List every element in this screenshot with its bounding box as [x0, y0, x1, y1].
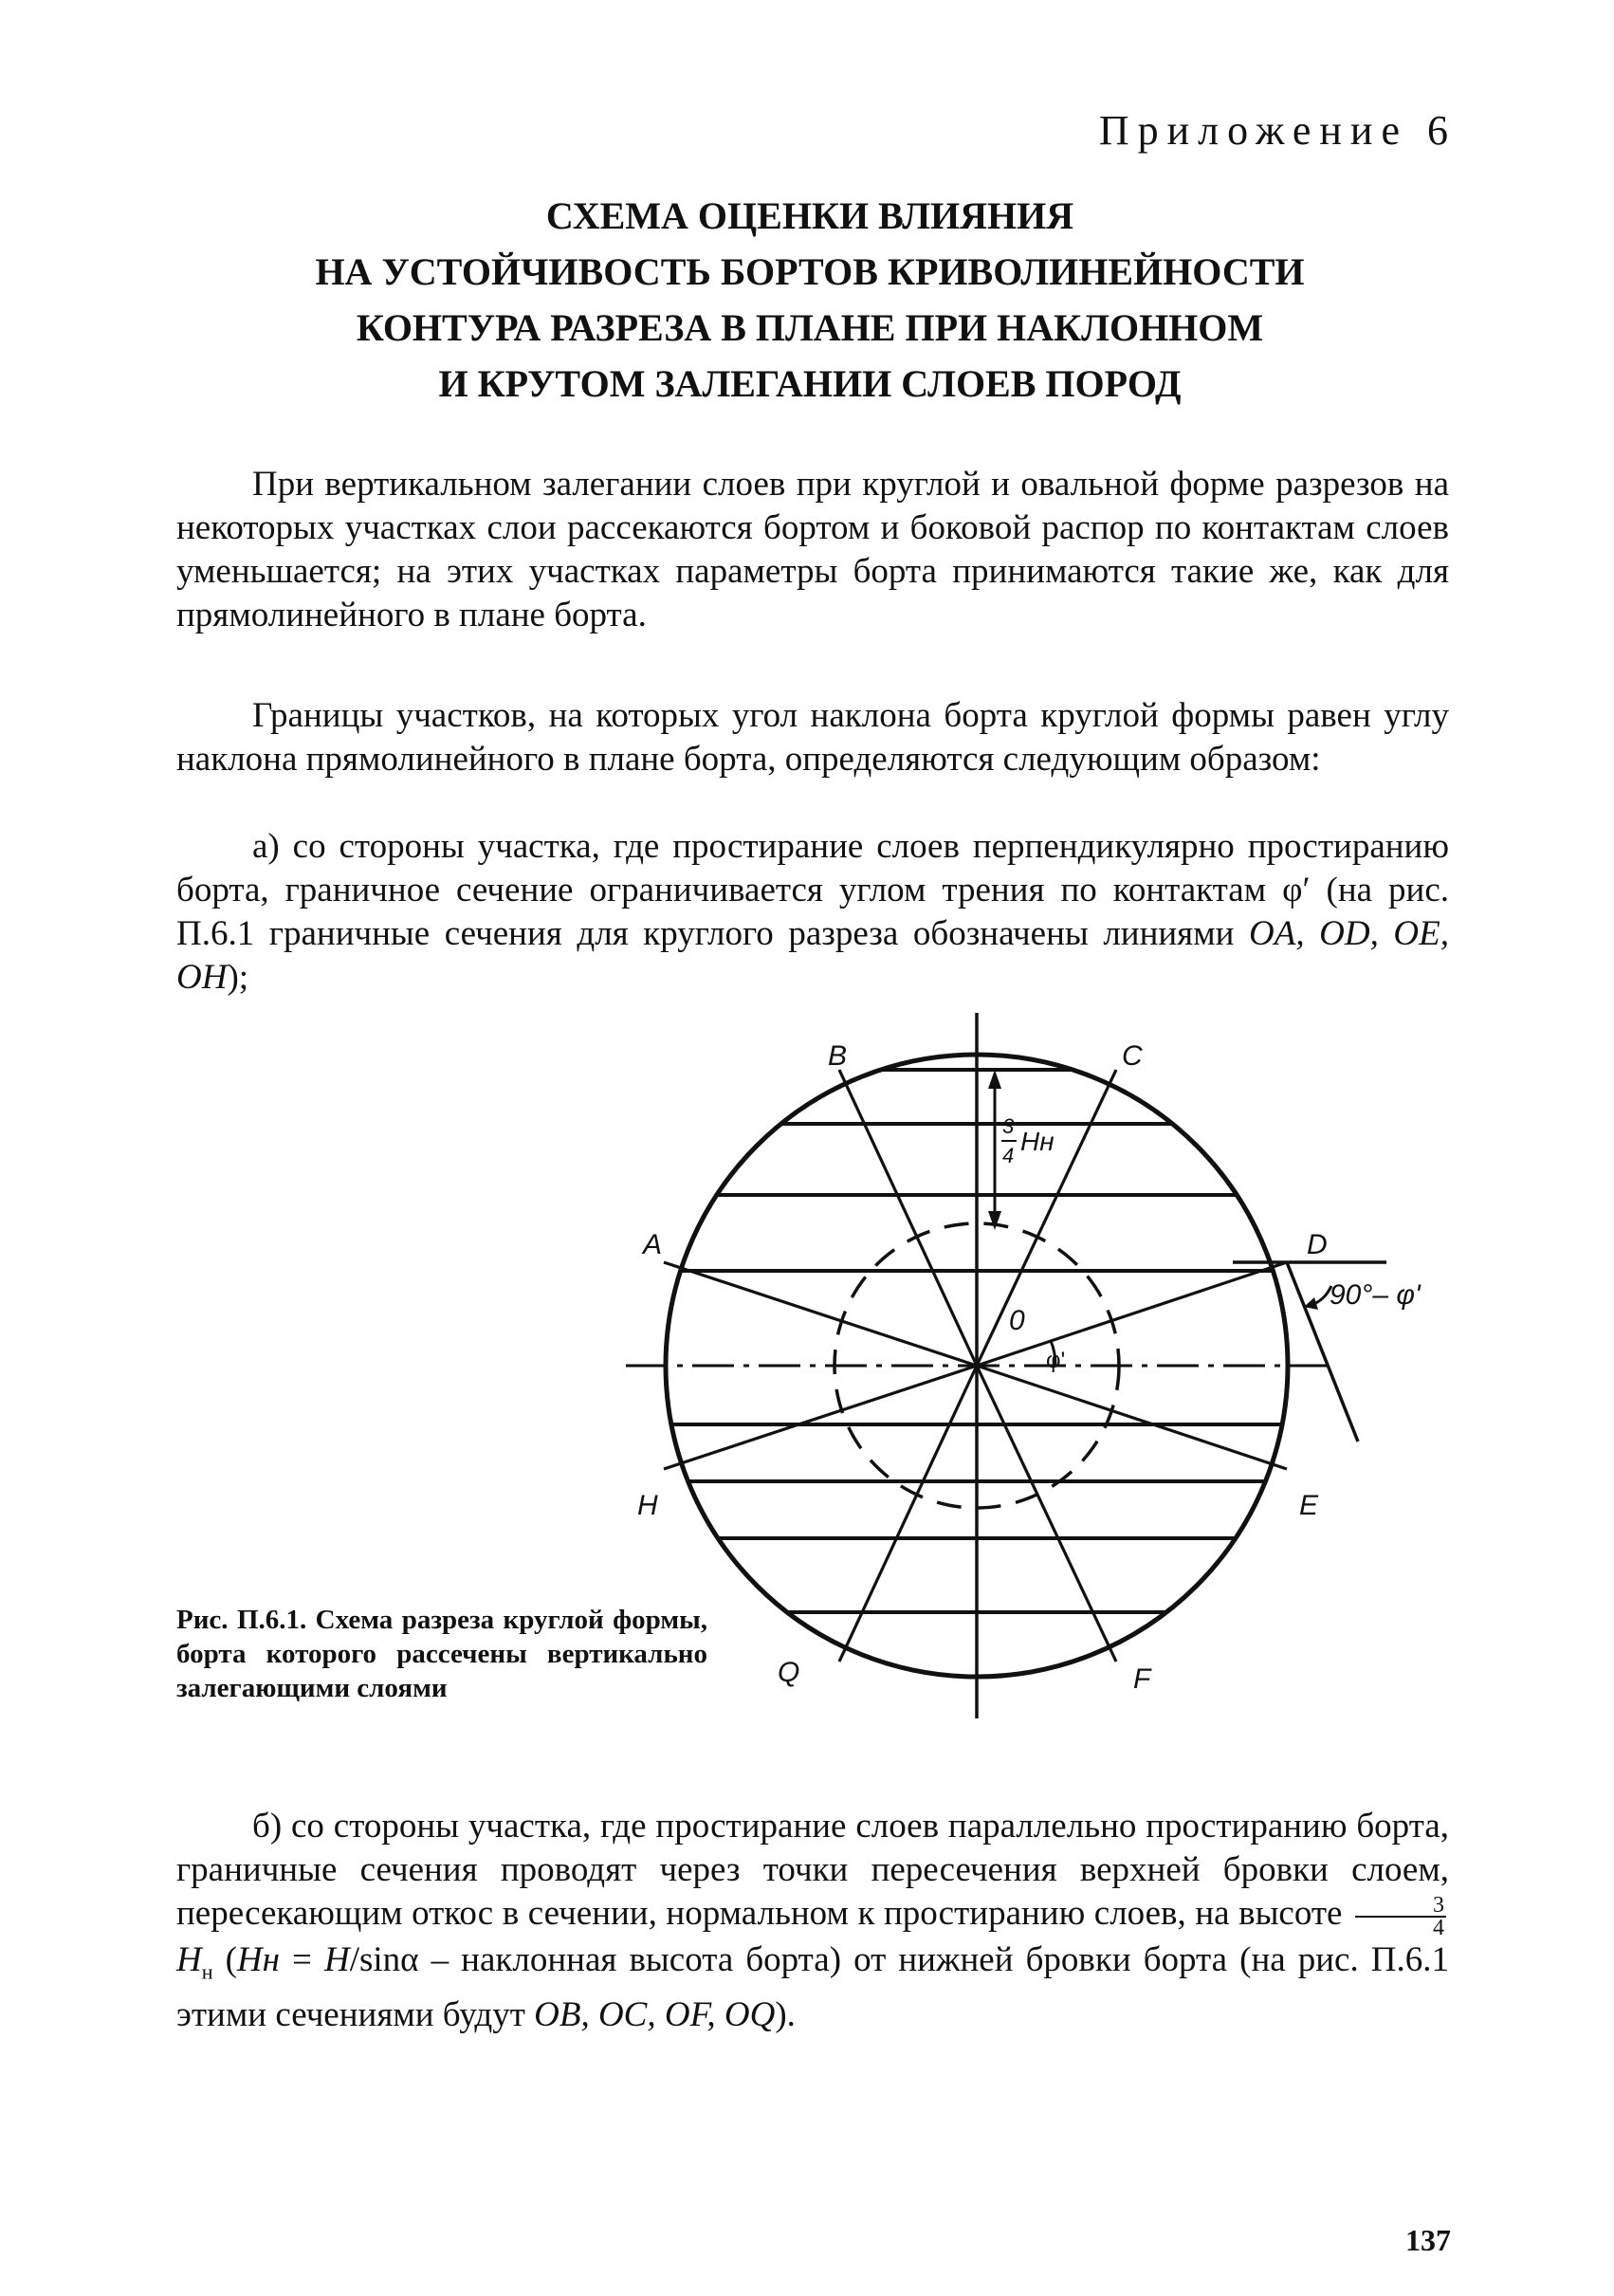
label-hn: Hн — [1020, 1127, 1055, 1156]
figure-caption: Рис. П.6.1. Схема разреза круглой формы, борта которого рассечены вертикально залегающими слоями — [176, 1605, 707, 1703]
symbol-hn: Hн — [236, 1939, 280, 1979]
symbol-h-height: H — [323, 1939, 350, 1979]
dimension-arrow-top — [988, 1070, 1001, 1089]
label-f: F — [1133, 1663, 1151, 1695]
title-line: НА УСТОЙЧИВОСТЬ БОРТОВ КРИВОЛИНЕЙНОСТИ — [315, 250, 1305, 293]
label-b: B — [828, 1040, 848, 1072]
paragraph-4-text-d: /sinα – наклонная высота борта) от нижней бровки борта (на рис. П.6.1 этими сечениями будут — [176, 1939, 1450, 2034]
paragraph-3-text: а) со стороны участка, где простирание слоев перпендикулярно простиранию борта, граничное сечение ограничивается углом трения по контактам φ′ (на рис. П.6.1 граничные сечения для круглого разреза обозначены линиями — [176, 827, 1449, 953]
fraction-numerator: 3 — [1355, 1895, 1446, 1918]
paragraph-4-end: ). — [775, 1994, 796, 2034]
label-q: Q — [778, 1657, 800, 1688]
symbol-h: H — [176, 1939, 202, 1979]
symbol-h-sub: н — [201, 1958, 213, 1983]
label-d: D — [1307, 1229, 1328, 1260]
section-lines-oa-od-oe-oh: OA, OD, OE, OH — [176, 914, 1449, 997]
fraction-three-quarters — [1355, 1892, 1446, 1940]
equals-sign: = — [279, 1939, 324, 1979]
section-oh — [664, 1366, 977, 1469]
label-o: 0 — [1009, 1305, 1025, 1336]
title-line: И КРУТОМ ЗАЛЕГАНИИ СЛОЕВ ПОРОД — [438, 362, 1182, 405]
section-oq — [839, 1366, 977, 1662]
paren-open: ( — [225, 1939, 237, 1979]
label-a: A — [643, 1229, 663, 1260]
label-phi: φ' — [1046, 1348, 1066, 1373]
page-number: 137 — [1405, 2223, 1451, 2257]
paragraph-2: Границы участков, на которых угол наклона борта круглой формы равен углу наклона прямолинейного в плане борта, определяются следующим образом: — [176, 696, 1449, 779]
section-ob — [839, 1070, 977, 1366]
dimension-arrow-bottom — [988, 1211, 1001, 1230]
paragraph-3-end: ); — [227, 958, 249, 997]
section-oa — [664, 1262, 977, 1366]
label-frac-den: 4 — [1002, 1144, 1015, 1167]
label-h: H — [637, 1490, 658, 1521]
label-e: E — [1299, 1490, 1319, 1521]
label-c: C — [1122, 1040, 1143, 1072]
section-of — [977, 1366, 1116, 1662]
paragraph-1: При вертикальном залегании слоев при круглой и овальной форме разрезов на некоторых участках слои рассекаются бортом и боковой распор по контактам слоев уменьшается; на этих участках параметры борта принимаются такие же, как для прямолинейного в плане борта. — [176, 465, 1449, 634]
paragraph-4-text-a: б) со стороны участка, где простирание слоев параллельно простиранию борта, граничные сечения проводят через точки пересечения верхней бровки слоем, пересекающим откос в сечении, нормальном к простиранию слоев, на высоте — [176, 1807, 1449, 1933]
label-angle-90-phi: 90°– φ' — [1330, 1279, 1421, 1311]
paragraph-4 — [176, 1805, 1449, 2037]
title-line: СХЕМА ОЦЕНКИ ВЛИЯНИЯ — [545, 194, 1074, 237]
label-frac-num: 3 — [1002, 1114, 1015, 1138]
fraction-denominator: 4 — [1433, 1915, 1445, 1940]
section-oe — [977, 1366, 1287, 1469]
appendix-label: Приложение 6 — [1098, 107, 1457, 154]
title-line: КОНТУРА РАЗРЕЗА В ПЛАНЕ ПРИ НАКЛОННОМ — [356, 306, 1264, 349]
section-lines-ob-oc-of-oq: OB, OC, OF, OQ — [534, 1994, 776, 2034]
